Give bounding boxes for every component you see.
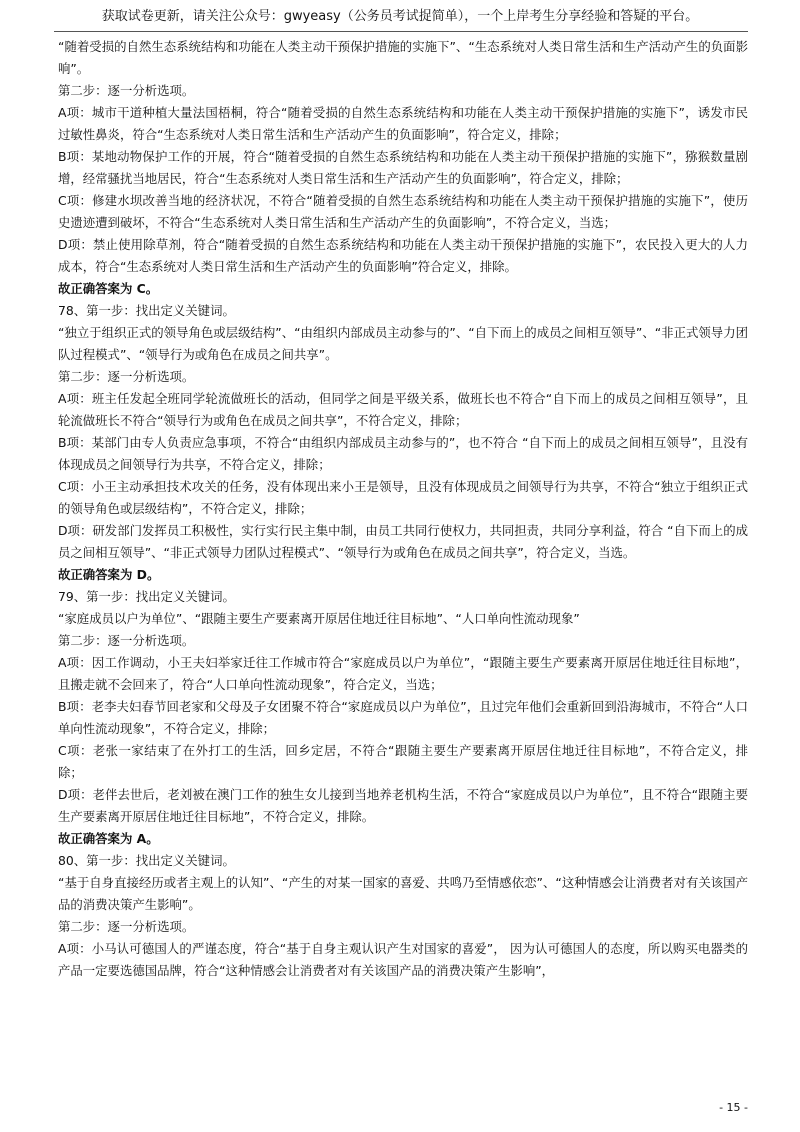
answer-line: 故正确答案为 D。 xyxy=(58,567,160,582)
paragraph: C项：修建水坝改善当地的经济状况，不符合“随着受损的自然生态系统结构和功能在人类主动干预保护措施的实施下”，使历史遗迹遭到破坏，不符合“生态系统对人类日常生活和生产活动产生的负面影响”，不符合定义，当选； xyxy=(58,193,748,230)
paragraph: A项：城市干道种植大量法国梧桐，符合“随着受损的自然生态系统结构和功能在人类主动干预保护措施的实施下”，诱发市民过敏性鼻炎，符合“生态系统对人类日常生活和生产活动产生的负面影响”，符合定义，排除； xyxy=(58,105,748,142)
page-number: - 15 - xyxy=(719,1101,748,1114)
paragraph: C项：小王主动承担技术攻关的任务，没有体现出来小王是领导，且没有体现成员之间领导行为共享，不符合“独立于组织正式的领导角色或层级结构”，不符合定义，排除； xyxy=(58,479,748,516)
paragraph: D项：研发部门发挥员工积极性，实行实行民主集中制，由员工共同行使权力，共同担责，共同分享利益，符合 “自下而上的成员之间相互领导”、“非正式领导力团队过程模式”、“领导行为或角色在成员之间共享”，符合定义，当选。 xyxy=(58,523,748,560)
paragraph: B项：老李夫妇春节回老家和父母及子女团聚不符合“家庭成员以户为单位”，且过完年他们会重新回到沿海城市，不符合“人口单向性流动现象”，不符合定义，排除； xyxy=(58,699,748,736)
paragraph: 第二步：逐一分析选项。 xyxy=(58,633,195,648)
paragraph: C项：老张一家结束了在外打工的生活，回乡定居，不符合“跟随主要生产要素离开原居住地迁往目标地”，不符合定义，排除； xyxy=(58,743,748,780)
question-heading: 79、第一步：找出定义关键词。 xyxy=(58,589,235,604)
paragraph: A项：小马认可德国人的严谨态度，符合“基于自身主观认识产生对国家的喜爱”， 因为认可德国人的态度，所以购买电器类的产品一定要选德国品牌，符合“这种情感会让消费者对有关该国产品的消费决策产生影响”， xyxy=(58,941,748,978)
document-body xyxy=(58,36,748,982)
paragraph: “独立于组织正式的领导角色或层级结构”、“由组织内部成员主动参与的”、“自下而上的成员之间相互领导”、“非正式领导力团队过程模式”、“领导行为或角色在成员之间共享”。 xyxy=(58,325,748,362)
paragraph: 第二步：逐一分析选项。 xyxy=(58,83,195,98)
question-heading: 80、第一步：找出定义关键词。 xyxy=(58,853,235,868)
header-notice: 获取试卷更新，请关注公众号：gwyeasy（公务员考试捉简单），一个上岸考生分享经验和答疑的平台。 xyxy=(101,9,699,24)
answer-line: 故正确答案为 A。 xyxy=(58,831,159,846)
paragraph: 第二步：逐一分析选项。 xyxy=(58,369,195,384)
answer-line: 故正确答案为 C。 xyxy=(58,281,159,296)
paragraph: A项：班主任发起全班同学轮流做班长的活动，但同学之间是平级关系，做班长也不符合“自下而上的成员之间相互领导”，且轮流做班长不符合“领导行为或角色在成员之间共享”，不符合定义，排除； xyxy=(58,391,748,428)
paragraph: B项：某地动物保护工作的开展，符合“随着受损的自然生态系统结构和功能在人类主动干预保护措施的实施下”，猕猴数量剧增，经常骚扰当地居民，符合“生态系统对人类日常生活和生产活动产生的负面影响”，符合定义，排除； xyxy=(58,149,748,186)
question-heading: 78、第一步：找出定义关键词。 xyxy=(58,303,235,318)
page-header xyxy=(0,0,800,33)
paragraph: A项：因工作调动，小王夫妇举家迁往工作城市符合“家庭成员以户为单位”，“跟随主要生产要素离开原居住地迁往目标地”，且搬走就不会回来了，符合“人口单向性流动现象”，符合定义，当选； xyxy=(58,655,748,692)
paragraph: D项：禁止使用除草剂，符合“随着受损的自然生态系统结构和功能在人类主动干预保护措施的实施下”，农民投入更大的人力成本，符合“生态系统对人类日常生活和生产活动产生的负面影响”符合定义，排除。 xyxy=(58,237,748,274)
paragraph: “家庭成员以户为单位”、“跟随主要生产要素离开原居住地迁往目标地”、“人口单向性流动现象” xyxy=(58,611,580,626)
header-divider xyxy=(54,31,748,32)
paragraph: D项：老伴去世后，老刘被在澳门工作的独生女儿接到当地养老机构生活，不符合“家庭成员以户为单位”，且不符合“跟随主要生产要素离开原居住地迁往目标地”，不符合定义，排除。 xyxy=(58,787,748,824)
paragraph: “随着受损的自然生态系统结构和功能在人类主动干预保护措施的实施下”、“生态系统对人类日常生活和生产活动产生的负面影响”。 xyxy=(58,39,748,76)
paragraph: “基于自身直接经历或者主观上的认知”、“产生的对某一国家的喜爱、共鸣乃至情感依恋”、“这种情感会让消费者对有关该国产品的消费决策产生影响”。 xyxy=(58,875,748,912)
paragraph: B项：某部门由专人负责应急事项，不符合“由组织内部成员主动参与的”，也不符合 “自下而上的成员之间相互领导”，且没有体现成员之间领导行为共享，不符合定义，排除； xyxy=(58,435,748,472)
paragraph: 第二步：逐一分析选项。 xyxy=(58,919,195,934)
